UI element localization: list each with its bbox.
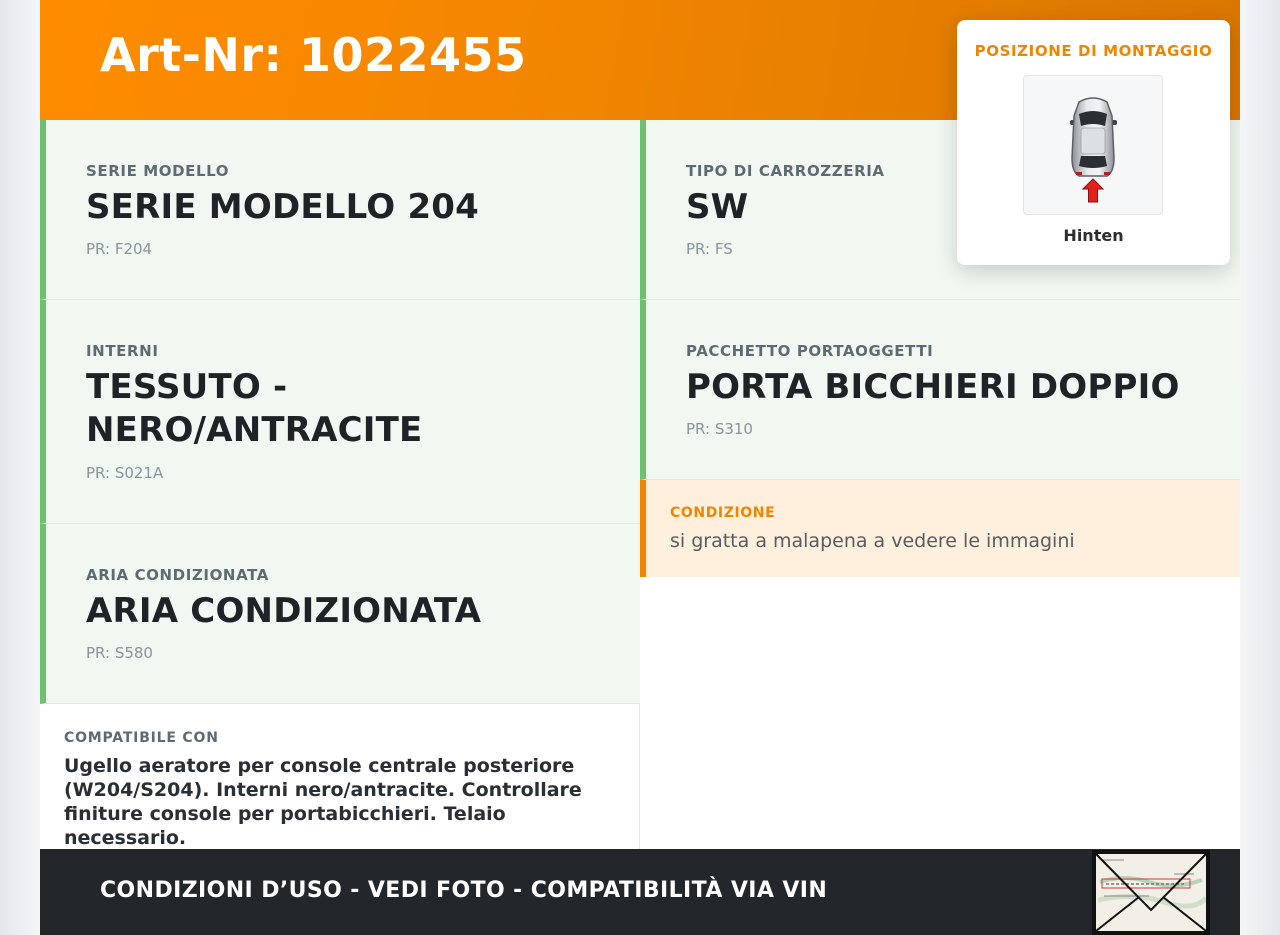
mounting-position-card [957,20,1230,265]
compatibility-text: Ugello aeratore per console centrale posteriore (W204/S204). Interni nero/antracite. Controllare finiture console per portabicchieri. Telaio necessario. [64,755,582,849]
spec-label: INTERNI [86,342,159,360]
condition-text: si gratta a malapena a vedere le immagini [670,530,1075,552]
spec-label: PACCHETTO PORTAOGGETTI [686,342,934,360]
envelope-thumbnail-icon[interactable] [1092,850,1210,935]
spec-air-conditioning [40,524,640,704]
spec-pr-code: PR: FS [686,240,733,258]
envelope-document-icon [1094,852,1208,933]
spec-value: TESSUTO - NERO/ANTRACITE [86,367,423,450]
compatibility-label: COMPATIBILE CON [64,730,219,746]
spec-label: ARIA CONDIZIONATA [86,566,270,584]
spec-label: SERIE MODELLO [86,162,230,180]
spec-pr-code: PR: S310 [686,420,753,438]
spec-pr-code: PR: S021A [86,464,164,482]
spec-value: SERIE MODELLO 204 [86,187,480,227]
condition-label: CONDIZIONE [670,505,776,521]
mounting-position-title: POSIZIONE DI MONTAGGIO [974,42,1213,60]
spec-storage-package [640,300,1240,480]
footer-bar [40,849,1240,935]
spec-value: SW [686,187,749,227]
spec-pr-code: PR: S580 [86,644,153,662]
spec-model-series [40,120,640,300]
spec-pr-code: PR: F204 [86,240,153,258]
spec-value: ARIA CONDIZIONATA [86,591,482,631]
condition-box [640,480,1240,577]
compatibility-box [40,704,640,849]
mounting-diagram [1023,75,1163,215]
spec-interior [40,300,640,524]
article-number-title: Art-Nr: 1022455 [100,28,527,82]
spec-label: TIPO DI CARROZZERIA [686,162,885,180]
product-sheet [40,0,1240,935]
car-top-view-rear-arrow-icon [1024,76,1162,214]
mounting-position-caption: Hinten [1063,226,1124,245]
footer-text: CONDIZIONI D’USO - VEDI FOTO - COMPATIBILITÀ VIA VIN [100,878,828,903]
spec-value: PORTA BICCHIERI DOPPIO [686,367,1180,407]
